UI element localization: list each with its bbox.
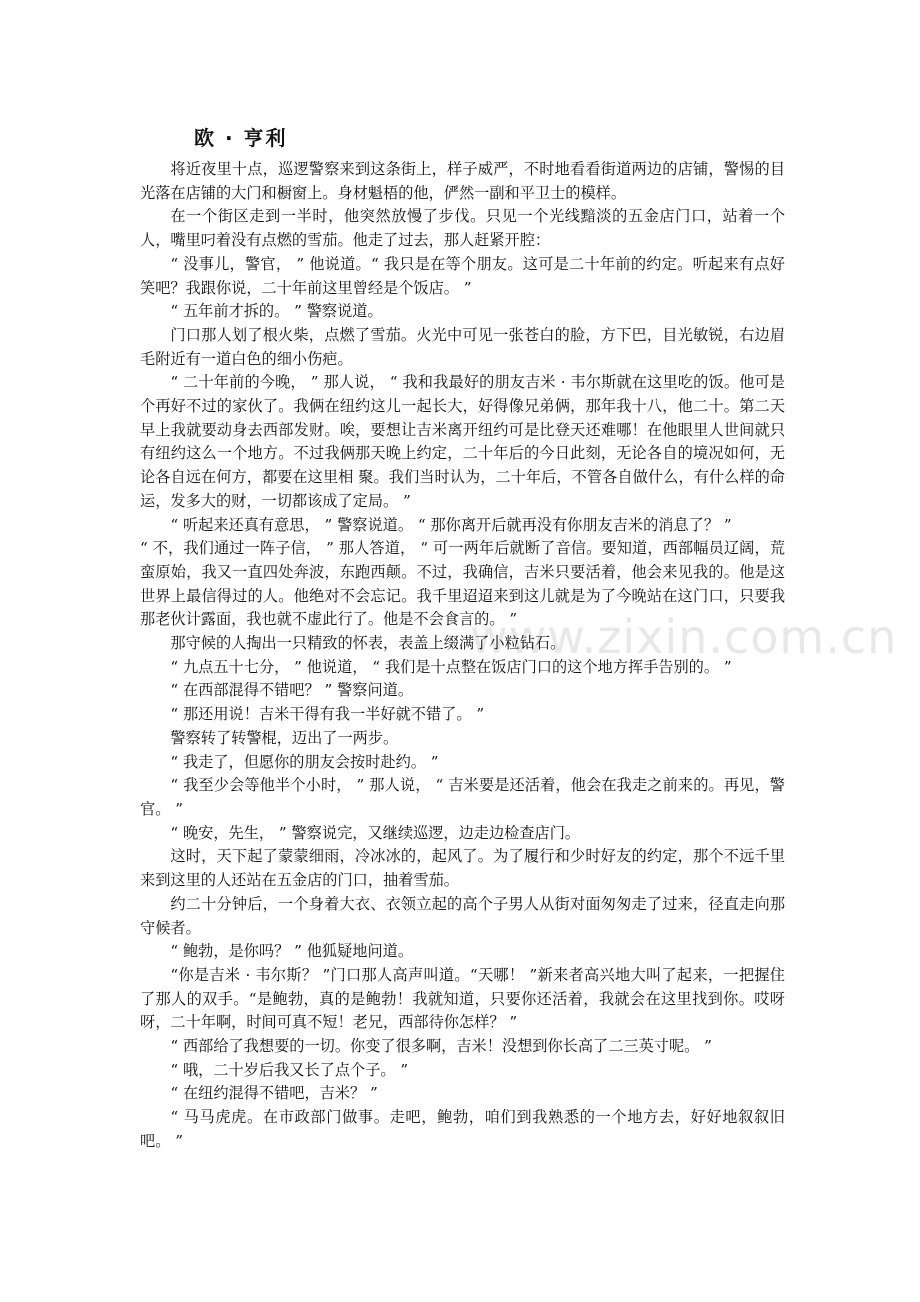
paragraph: “ 二十年前的今晚， ” 那人说， “ 我和我最好的朋友吉米 · 韦尔斯就在这里吃的饭。他可是个再好不过的家伙了。我俩在纽约这儿一起长大，好得像兄弟俩，那年我十八，他二十。第二天早上我就要动身去西部发财。唉，要想让吉米离开纽约可是比登天还难哪！在他眼里人世间就只有纽约这么一个地方。不过我俩那天晚上约定，二十年后的今日此刻，无论各自的境况如何，无论各自远在何方，都要在这里相 聚。我们当时认为，二十年后，不管各自做什么，有什么样的命运，发多大的财，一切都该成了定局。 ” — [140, 373, 785, 510]
paragraph: “ 晚安，先生， ” 警察说完，又继续巡逻，边走边检查店门。 — [170, 823, 581, 842]
story-body — [140, 158, 785, 1154]
page-title: 欧 · 亨利 — [194, 126, 288, 150]
paragraph: “ 九点五十七分， ” 他说道， “ 我们是十点整在饭店门口的这个地方挥手告别的。 ” — [170, 657, 732, 676]
paragraph: 在一个街区走到一半时，他突然放慢了步伐。只见一个光线黯淡的五金店门口，站着一个人，嘴里叼着没有点燃的雪茄。他走了过去，那人赶紧开腔： — [140, 207, 785, 250]
paragraph: “ 不，我们通过一阵子信， ” 那人答道， “ 可一两年后就断了音信。要知道，西部幅员辽阔，荒蛮原始，我又一直四处奔波，东跑西颠。不过，我确信，吉米只要活着，他会来见我的。他是这世界上最信得过的人。他绝对不会忘记。我千里迢迢来到这儿就是为了今晚站在这门口，只要我那老伙计露面，我也就不虚此行了。他是不会食言的。 ” — [140, 539, 785, 629]
paragraph: “ 那还用说！吉米干得有我一半好就不错了。 ” — [170, 705, 485, 724]
paragraph: “ 鲍勃，是你吗？ ” 他狐疑地问道。 — [170, 942, 414, 961]
paragraph: “ 马马虎虎。在市政部门做事。走吧，鲍勃，咱们到我熟悉的一个地方去，好好地叙叙旧吧。 ” — [140, 1108, 785, 1150]
paragraph: “ 听起来还真有意思， ” 警察说道。 “ 那你离开后就再没有你朋友吉米的消息了？ ” — [170, 515, 732, 534]
paragraph: “ 我走了，但愿你的朋友会按时赴约。 ” — [170, 752, 439, 771]
paragraph: 这时，天下起了蒙蒙细雨，冷冰冰的，起风了。为了履行和少时好友的约定，那个不远千里来到这里的人还站在五金店的门口，抽着雪茄。 — [140, 847, 785, 890]
paragraph: “ 西部给了我想要的一切。你变了很多啊，吉米！没想到你长高了二三英寸呢。 ” — [170, 1037, 712, 1056]
paragraph: 约二十分钟后，一个身着大衣、衣领立起的高个子男人从街对面匆匆走了过来，径直走向那守候者。 — [140, 894, 785, 937]
paragraph: “你是吉米 · 韦尔斯？ ”门口那人高声叫道。“天哪！ ”新来者高兴地大叫了起来，一把握住了那人的双手。“是鲍勃，真的是鲍勃！我就知道，只要你还活着，我就会在这里找到你。哎呀呀，二十年啊，时间可真不短！老兄，西部待你怎样？ ” — [140, 965, 785, 1032]
paragraph: “ 没事儿，警官， ” 他说道。“ 我只是在等个朋友。这可是二十年前的约定。听起来有点好笑吧？我跟你说，二十年前这里曾经是个饭店。 ” — [140, 254, 785, 297]
paragraph: “ 哦，二十岁后我又长了点个子。 ” — [170, 1060, 409, 1079]
paragraph: 警察转了转警棍，迈出了一两步。 — [170, 728, 399, 747]
paragraph: “ 在纽约混得不错吧，吉米？ ” — [170, 1084, 378, 1103]
paragraph: “ 五年前才拆的。 ” 警察说道。 — [170, 302, 383, 321]
watermark: www.zixin.com.cn — [470, 610, 898, 664]
paragraph: 将近夜里十点，巡逻警察来到这条街上，样子威严，不时地看看街道两边的店铺，警惕的目光落在店铺的大门和橱窗上。身材魁梧的他，俨然一副和平卫士的模样。 — [140, 160, 785, 202]
paragraph: 门口那人划了根火柴，点燃了雪茄。火光中可见一张苍白的脸，方下巴，目光敏锐，右边眉毛附近有一道白色的细小伤疤。 — [140, 325, 785, 368]
paragraph: 那守候的人掏出一只精致的怀表，表盖上缀满了小粒钻石。 — [170, 634, 566, 653]
paragraph: “ 在西部混得不错吧？ ” 警察问道。 — [170, 681, 414, 700]
paragraph: “ 我至少会等他半个小时， ” 那人说， “ 吉米要是还活着，他会在我走之前来的。再见，警官。 ” — [140, 776, 785, 818]
